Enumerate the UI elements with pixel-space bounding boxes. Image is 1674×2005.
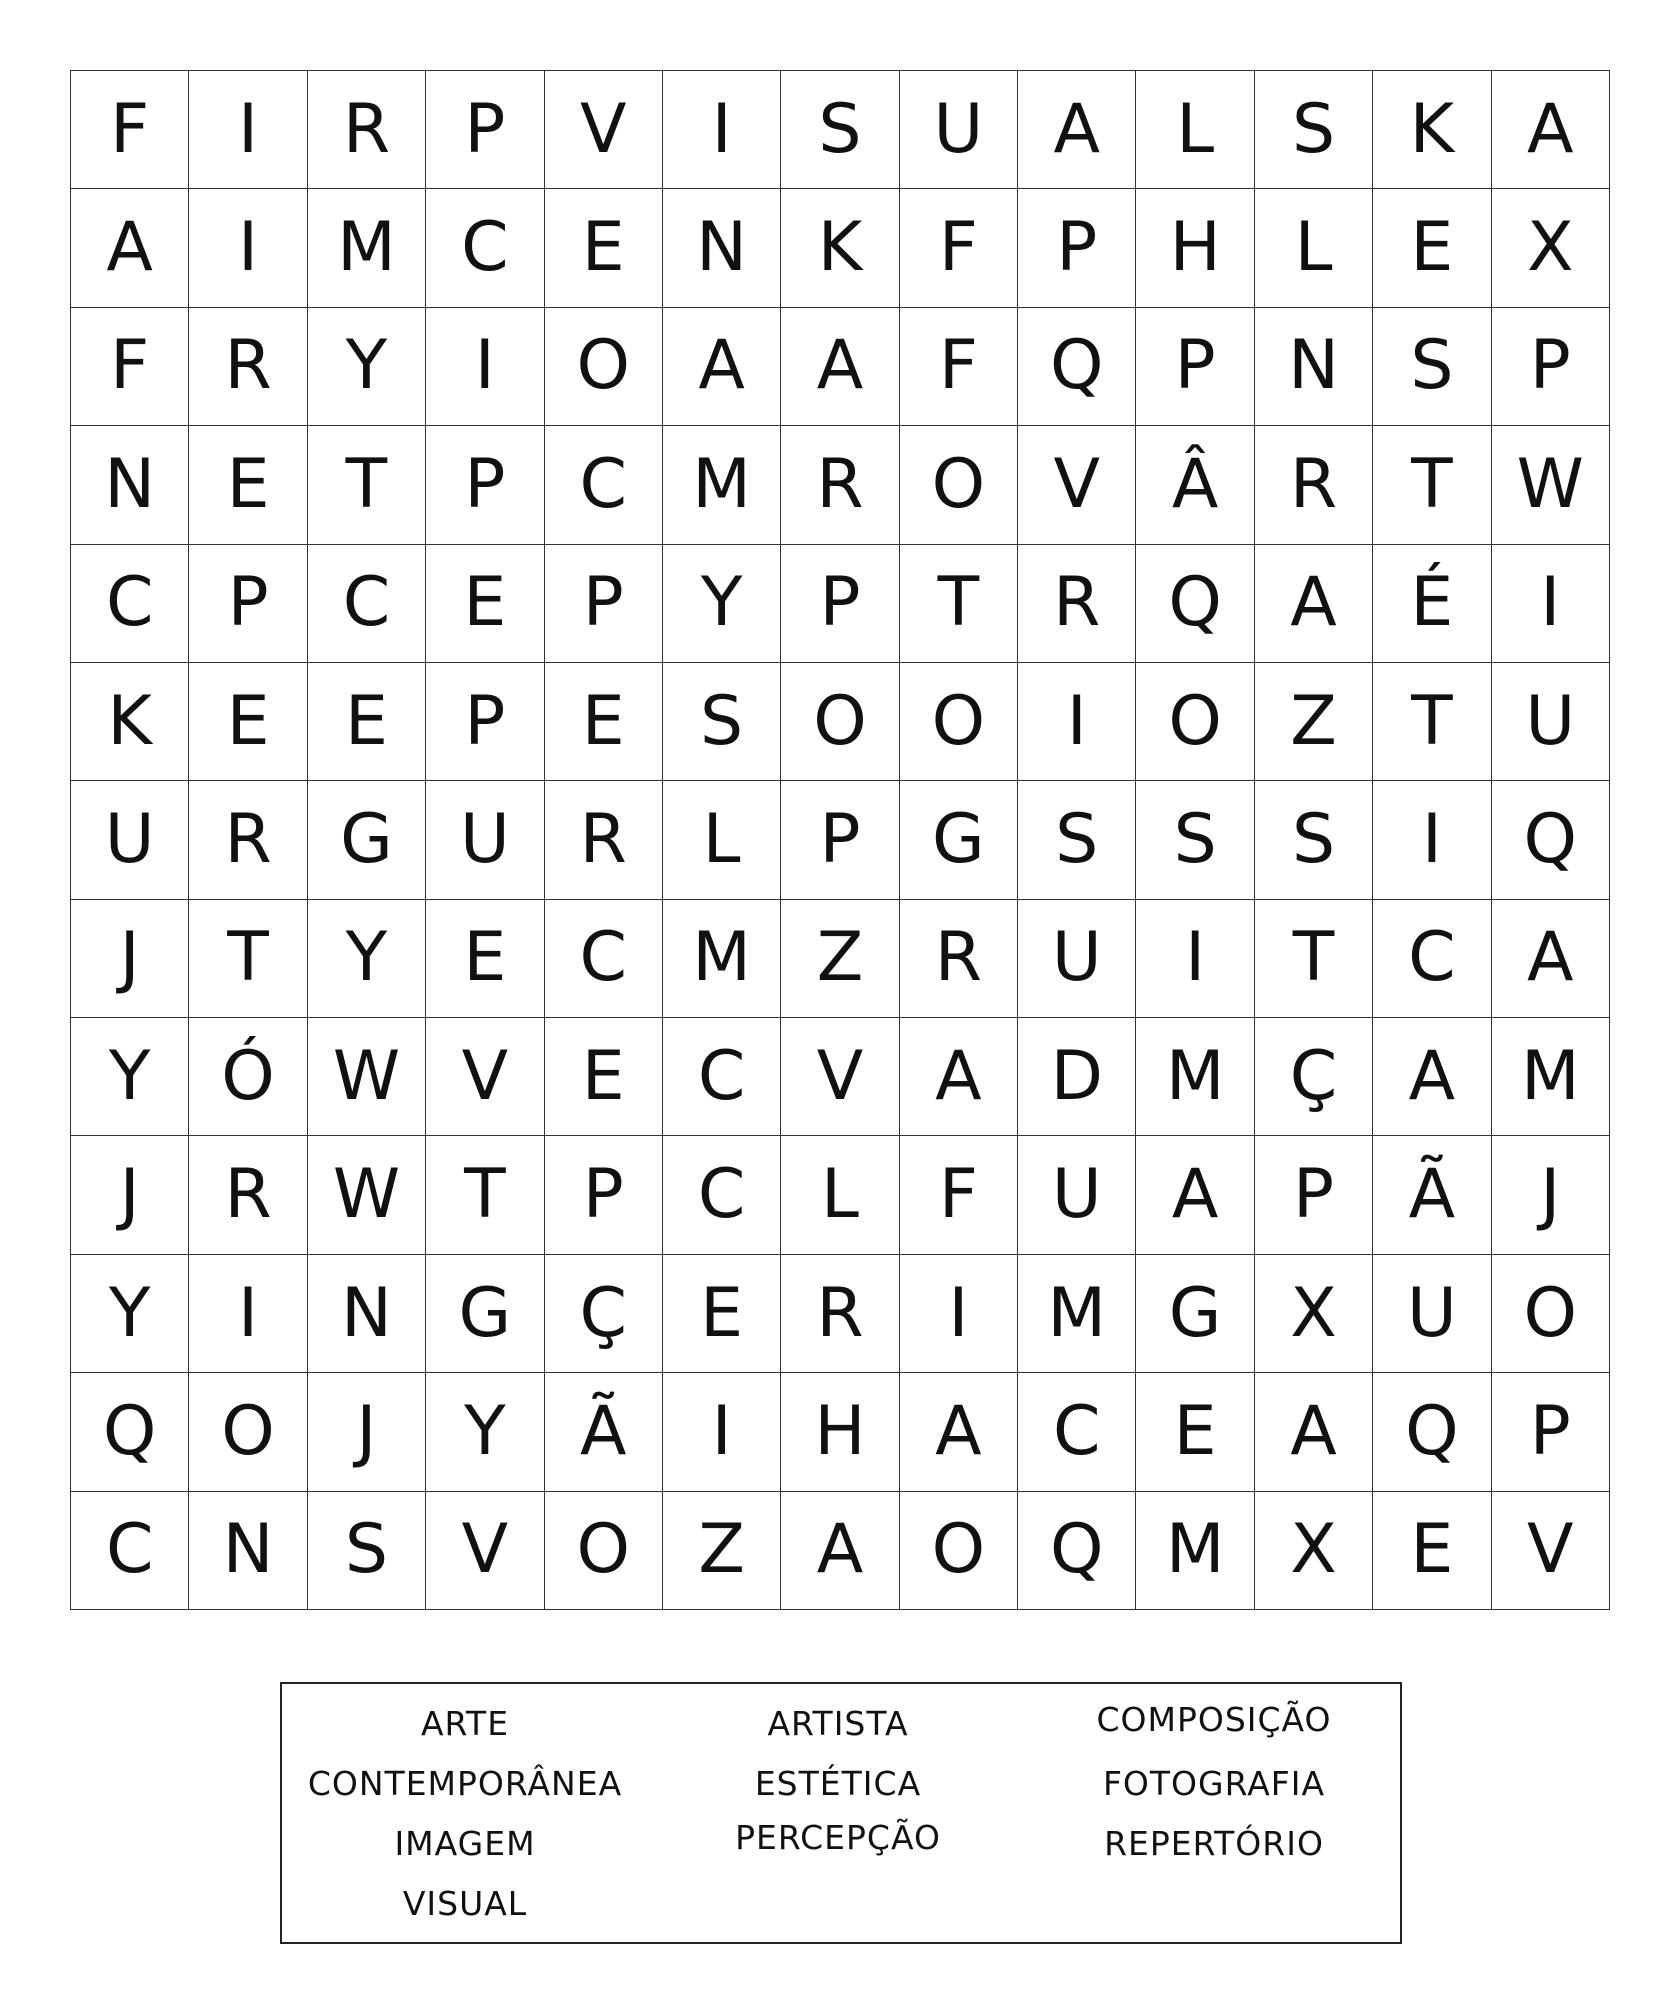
grid-cell[interactable]: H — [781, 1373, 899, 1491]
grid-cell[interactable]: R — [189, 308, 307, 426]
word-list-box — [280, 1682, 1402, 1944]
grid-cell[interactable]: P — [1492, 1373, 1610, 1491]
grid-cell[interactable]: M — [1136, 1492, 1254, 1610]
grid-cell[interactable]: J — [1492, 1136, 1610, 1254]
grid-cell[interactable]: N — [189, 1492, 307, 1610]
grid-cell[interactable]: R — [1018, 545, 1136, 663]
grid-cell[interactable]: U — [1018, 900, 1136, 1018]
grid-cell[interactable]: C — [71, 1492, 189, 1610]
word-list-item: CONTEMPORÂNEA — [307, 1764, 623, 1803]
grid-cell[interactable]: Y — [663, 545, 781, 663]
word-search-grid — [70, 70, 1610, 1610]
grid-cell[interactable]: Â — [1136, 426, 1254, 544]
grid-cell[interactable]: T — [308, 426, 426, 544]
grid-cell[interactable]: M — [663, 426, 781, 544]
grid-cell[interactable]: A — [1255, 1373, 1373, 1491]
grid-cell[interactable]: R — [308, 71, 426, 189]
grid-cell[interactable]: V — [1492, 1492, 1610, 1610]
grid-cell[interactable]: R — [781, 1255, 899, 1373]
grid-cell[interactable]: F — [71, 308, 189, 426]
grid-cell[interactable]: R — [781, 426, 899, 544]
word-list-item: COMPOSIÇÃO — [1096, 1700, 1332, 1739]
grid-cell[interactable]: G — [308, 781, 426, 899]
grid-cell[interactable]: Y — [426, 1373, 544, 1491]
grid-cell[interactable]: Q — [71, 1373, 189, 1491]
grid-cell[interactable]: E — [663, 1255, 781, 1373]
grid-cell[interactable]: T — [1373, 663, 1491, 781]
grid-cell[interactable]: I — [1373, 781, 1491, 899]
grid-cell[interactable]: E — [189, 426, 307, 544]
grid-cell[interactable]: T — [426, 1136, 544, 1254]
grid-cell[interactable]: U — [71, 781, 189, 899]
grid-cell[interactable]: F — [900, 308, 1018, 426]
grid-cell[interactable]: H — [1136, 189, 1254, 307]
grid-cell[interactable]: O — [189, 1373, 307, 1491]
grid-cell[interactable]: R — [189, 1136, 307, 1254]
grid-cell[interactable]: W — [308, 1018, 426, 1136]
grid-cell[interactable]: E — [545, 189, 663, 307]
grid-cell[interactable]: S — [308, 1492, 426, 1610]
grid-cell[interactable]: K — [71, 663, 189, 781]
grid-cell[interactable]: N — [1255, 308, 1373, 426]
grid-cell[interactable]: P — [1136, 308, 1254, 426]
grid-cell[interactable]: P — [426, 71, 544, 189]
grid-cell[interactable]: W — [308, 1136, 426, 1254]
grid-cell[interactable]: Z — [663, 1492, 781, 1610]
grid-cell[interactable]: L — [1136, 71, 1254, 189]
grid-cell[interactable]: V — [781, 1018, 899, 1136]
grid-cell[interactable]: A — [900, 1373, 1018, 1491]
grid-cell[interactable]: J — [71, 900, 189, 1018]
grid-cell[interactable]: C — [663, 1018, 781, 1136]
grid-cell[interactable]: I — [189, 189, 307, 307]
grid-cell[interactable]: I — [1136, 900, 1254, 1018]
grid-cell[interactable]: S — [1255, 781, 1373, 899]
grid-cell[interactable]: I — [900, 1255, 1018, 1373]
grid-cell[interactable]: T — [189, 900, 307, 1018]
grid-cell[interactable]: P — [1255, 1136, 1373, 1254]
grid-cell[interactable]: F — [900, 189, 1018, 307]
grid-cell[interactable]: S — [1018, 781, 1136, 899]
grid-cell[interactable]: S — [663, 663, 781, 781]
grid-cell[interactable]: C — [1373, 900, 1491, 1018]
grid-cell[interactable]: Z — [1255, 663, 1373, 781]
grid-cell[interactable]: T — [900, 545, 1018, 663]
grid-cell[interactable]: F — [900, 1136, 1018, 1254]
grid-cell[interactable]: X — [1255, 1255, 1373, 1373]
grid-cell[interactable]: O — [545, 1492, 663, 1610]
word-list-item: VISUAL — [402, 1884, 528, 1923]
grid-cell[interactable]: V — [1018, 426, 1136, 544]
grid-cell[interactable]: A — [663, 308, 781, 426]
grid-cell[interactable]: R — [900, 900, 1018, 1018]
grid-cell[interactable]: L — [1255, 189, 1373, 307]
grid-cell[interactable]: E — [545, 663, 663, 781]
grid-cell[interactable]: G — [1136, 1255, 1254, 1373]
grid-cell[interactable]: O — [900, 663, 1018, 781]
grid-cell[interactable]: E — [189, 663, 307, 781]
grid-cell[interactable]: C — [426, 189, 544, 307]
word-list-item: FOTOGRAFIA — [1102, 1764, 1326, 1803]
grid-cell[interactable]: Y — [308, 308, 426, 426]
grid-cell[interactable]: R — [189, 781, 307, 899]
grid-cell[interactable]: X — [1255, 1492, 1373, 1610]
grid-cell[interactable]: I — [426, 308, 544, 426]
word-list-item: ARTISTA — [767, 1704, 909, 1743]
grid-cell[interactable]: Ó — [189, 1018, 307, 1136]
grid-cell[interactable]: V — [426, 1492, 544, 1610]
grid-cell[interactable]: A — [1492, 900, 1610, 1018]
grid-cell[interactable]: Q — [1018, 308, 1136, 426]
grid-cell[interactable]: A — [781, 308, 899, 426]
grid-cell[interactable]: M — [1136, 1018, 1254, 1136]
grid-cell[interactable]: P — [545, 545, 663, 663]
grid-cell[interactable]: F — [71, 71, 189, 189]
grid-cell[interactable]: Q — [1492, 781, 1610, 899]
grid-cell[interactable]: C — [545, 426, 663, 544]
grid-cell[interactable]: O — [900, 426, 1018, 544]
grid-cell[interactable]: E — [1373, 189, 1491, 307]
grid-cell[interactable]: I — [663, 71, 781, 189]
grid-cell[interactable]: N — [663, 189, 781, 307]
grid-cell[interactable]: I — [189, 1255, 307, 1373]
grid-cell[interactable]: U — [1373, 1255, 1491, 1373]
grid-cell[interactable]: U — [1492, 663, 1610, 781]
grid-cell[interactable]: D — [1018, 1018, 1136, 1136]
grid-cell[interactable]: C — [1018, 1373, 1136, 1491]
grid-cell[interactable]: M — [1018, 1255, 1136, 1373]
grid-cell[interactable]: Y — [308, 900, 426, 1018]
grid-cell[interactable]: P — [781, 545, 899, 663]
grid-cell[interactable]: A — [1255, 545, 1373, 663]
grid-cell[interactable]: I — [189, 71, 307, 189]
grid-cell[interactable]: E — [1136, 1373, 1254, 1491]
word-list-item: ARTE — [420, 1704, 510, 1743]
grid-cell[interactable]: P — [1018, 189, 1136, 307]
grid-cell[interactable]: Y — [71, 1255, 189, 1373]
grid-cell[interactable]: R — [1255, 426, 1373, 544]
grid-cell[interactable]: A — [1373, 1018, 1491, 1136]
grid-cell[interactable]: E — [426, 900, 544, 1018]
grid-cell[interactable]: L — [663, 781, 781, 899]
grid-cell[interactable]: I — [1018, 663, 1136, 781]
grid-cell[interactable]: S — [1255, 71, 1373, 189]
grid-cell[interactable]: Q — [1136, 545, 1254, 663]
grid-cell[interactable]: E — [426, 545, 544, 663]
grid-cell[interactable]: A — [900, 1018, 1018, 1136]
grid-cell[interactable]: E — [545, 1018, 663, 1136]
grid-cell[interactable]: C — [308, 545, 426, 663]
grid-cell[interactable]: A — [781, 1492, 899, 1610]
grid-cell[interactable]: O — [781, 663, 899, 781]
grid-cell[interactable]: T — [1255, 900, 1373, 1018]
grid-cell[interactable]: U — [1018, 1136, 1136, 1254]
grid-cell[interactable]: A — [1136, 1136, 1254, 1254]
grid-cell[interactable]: N — [308, 1255, 426, 1373]
grid-cell[interactable]: P — [189, 545, 307, 663]
grid-cell[interactable]: A — [71, 189, 189, 307]
grid-cell[interactable]: Ã — [1373, 1136, 1491, 1254]
grid-cell[interactable]: E — [1373, 1492, 1491, 1610]
grid-cell[interactable]: Ã — [545, 1373, 663, 1491]
grid-cell[interactable]: P — [1492, 308, 1610, 426]
grid-cell[interactable]: X — [1492, 189, 1610, 307]
grid-cell[interactable]: U — [426, 781, 544, 899]
grid-cell[interactable]: O — [900, 1492, 1018, 1610]
grid-cell[interactable]: P — [426, 426, 544, 544]
grid-cell[interactable]: P — [781, 781, 899, 899]
grid-cell[interactable]: Q — [1373, 1373, 1491, 1491]
grid-cell[interactable]: M — [663, 900, 781, 1018]
grid-cell[interactable]: Ç — [545, 1255, 663, 1373]
grid-cell[interactable]: M — [308, 189, 426, 307]
grid-cell[interactable]: T — [1373, 426, 1491, 544]
grid-cell[interactable]: Y — [71, 1018, 189, 1136]
grid-cell[interactable]: Q — [1018, 1492, 1136, 1610]
grid-cell[interactable]: C — [545, 900, 663, 1018]
grid-cell[interactable]: K — [1373, 71, 1491, 189]
grid-cell[interactable]: O — [545, 308, 663, 426]
grid-cell[interactable]: Z — [781, 900, 899, 1018]
grid-cell[interactable]: V — [545, 71, 663, 189]
grid-cell[interactable]: L — [781, 1136, 899, 1254]
grid-cell[interactable]: G — [426, 1255, 544, 1373]
grid-cell[interactable]: C — [71, 545, 189, 663]
grid-cell[interactable]: U — [900, 71, 1018, 189]
word-list-item: IMAGEM — [394, 1824, 536, 1863]
grid-cell[interactable]: R — [545, 781, 663, 899]
grid-cell[interactable]: G — [900, 781, 1018, 899]
grid-cell[interactable]: S — [1373, 308, 1491, 426]
grid-cell[interactable]: K — [781, 189, 899, 307]
grid-cell[interactable]: S — [1136, 781, 1254, 899]
grid-cell[interactable]: N — [71, 426, 189, 544]
grid-cell[interactable]: Ç — [1255, 1018, 1373, 1136]
grid-cell[interactable]: M — [1492, 1018, 1610, 1136]
grid-cell[interactable]: C — [663, 1136, 781, 1254]
grid-cell[interactable]: P — [545, 1136, 663, 1254]
grid-cell[interactable]: J — [308, 1373, 426, 1491]
grid-cell[interactable]: W — [1492, 426, 1610, 544]
word-list-item: ESTÉTICA — [754, 1764, 922, 1803]
grid-cell[interactable]: I — [1492, 545, 1610, 663]
word-list-item: PERCEPÇÃO — [735, 1818, 941, 1857]
grid-cell[interactable]: É — [1373, 545, 1491, 663]
grid-cell[interactable]: A — [1018, 71, 1136, 189]
grid-cell[interactable]: J — [71, 1136, 189, 1254]
grid-cell[interactable]: V — [426, 1018, 544, 1136]
grid-cell[interactable]: I — [663, 1373, 781, 1491]
grid-cell[interactable]: E — [308, 663, 426, 781]
word-list-item: REPERTÓRIO — [1104, 1824, 1324, 1863]
grid-cell[interactable]: O — [1492, 1255, 1610, 1373]
grid-cell[interactable]: S — [781, 71, 899, 189]
grid-cell[interactable]: P — [426, 663, 544, 781]
grid-cell[interactable]: O — [1136, 663, 1254, 781]
grid-cell[interactable]: A — [1492, 71, 1610, 189]
